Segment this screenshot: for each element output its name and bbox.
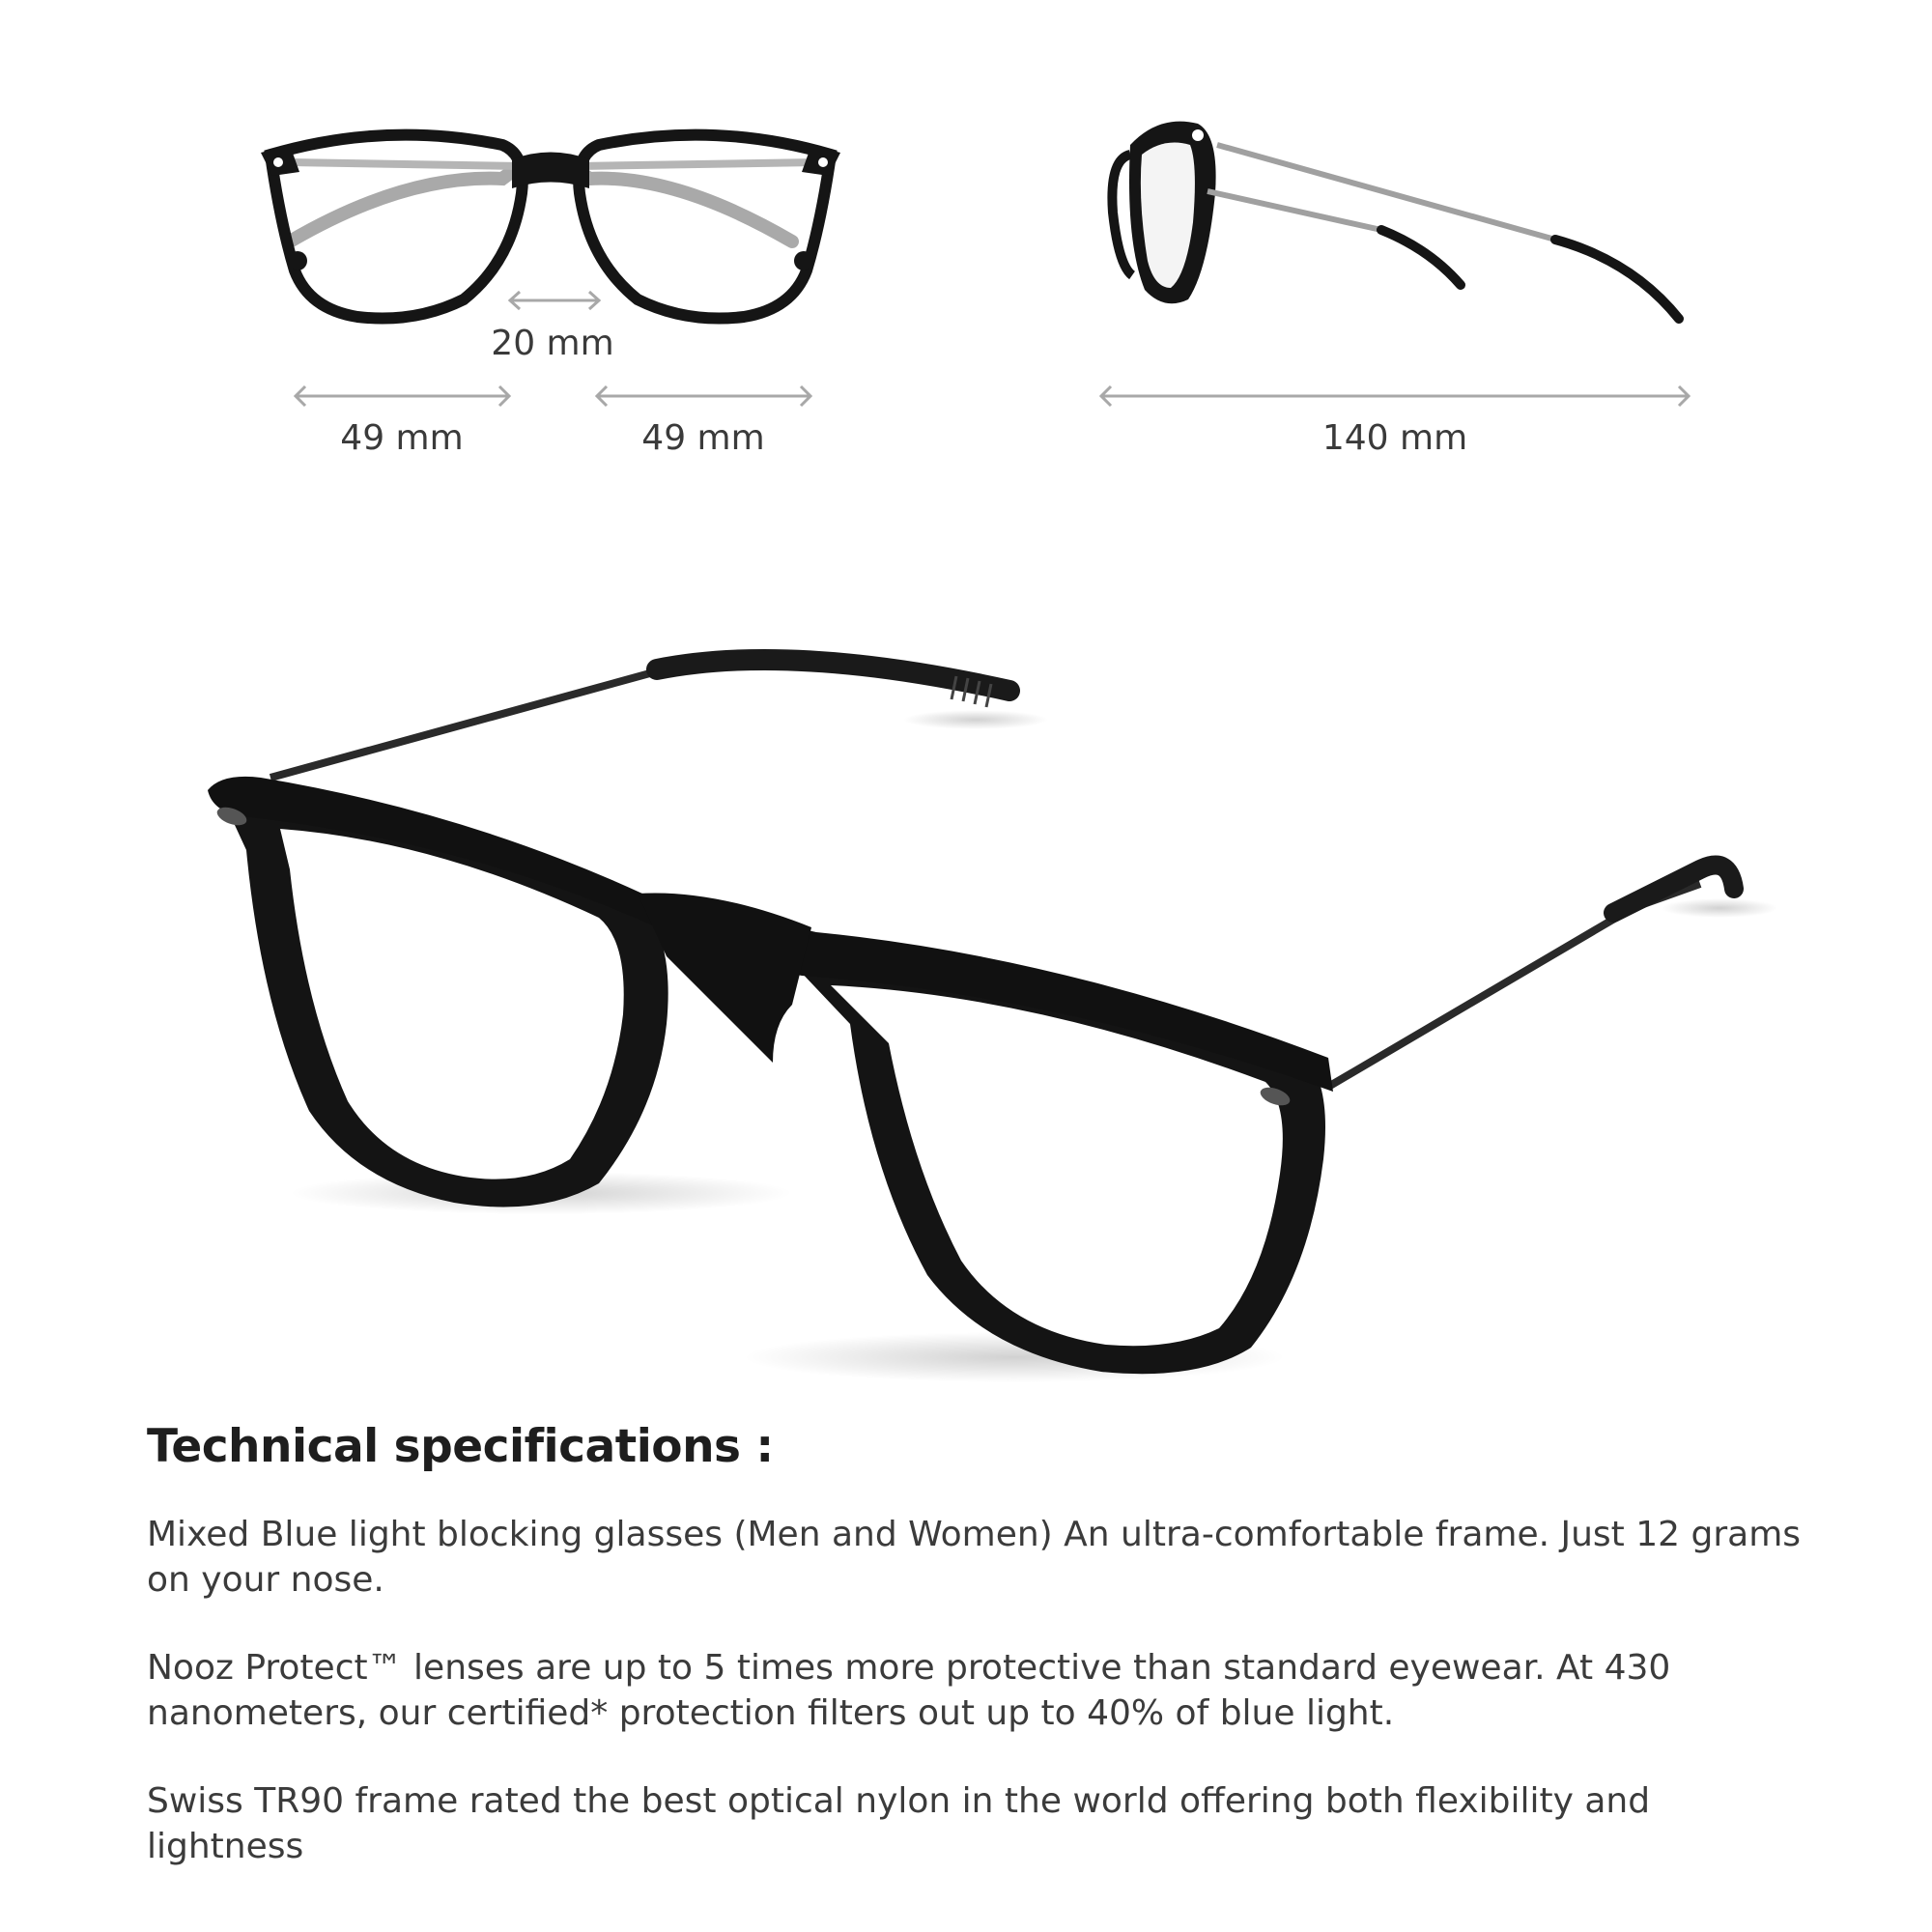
- product-image-glasses: [0, 599, 1932, 1430]
- temple-length-label: 140 mm: [1321, 418, 1468, 458]
- technical-specifications: [147, 1420, 1808, 1912]
- temple-length-arrow: [1101, 386, 1689, 406]
- dimension-diagram: [0, 0, 1932, 502]
- right-lens-width-label: 49 mm: [641, 418, 765, 458]
- spec-paragraph-protection: Nooz Protect™ lenses are up to 5 times more protective than standard eyewear. At 430 nanometers, our certified* protection filters out up to 40% of blue light.: [147, 1648, 1671, 1733]
- dimension-drawings: [0, 0, 1932, 502]
- front-view-glasses: [261, 135, 840, 319]
- specs-heading: Technical specifications :: [147, 1420, 774, 1473]
- left-lens-width-label: 49 mm: [340, 418, 464, 458]
- right-lens-width-arrow: [597, 386, 810, 406]
- bridge-width-arrow: [510, 292, 599, 309]
- glasses-perspective-illustration: [0, 599, 1932, 1430]
- side-view-glasses: [1112, 122, 1679, 319]
- bridge-width-label: 20 mm: [491, 324, 614, 363]
- left-lens-width-arrow: [296, 386, 509, 406]
- spec-paragraph-comfort: Mixed Blue light blocking glasses (Men and Women) An ultra-comfortable frame. Just 12 grams on your nose.: [147, 1515, 1802, 1600]
- spec-paragraph-material: Swiss TR90 frame rated the best optical nylon in the world offering both flexibility and lightness: [147, 1781, 1651, 1866]
